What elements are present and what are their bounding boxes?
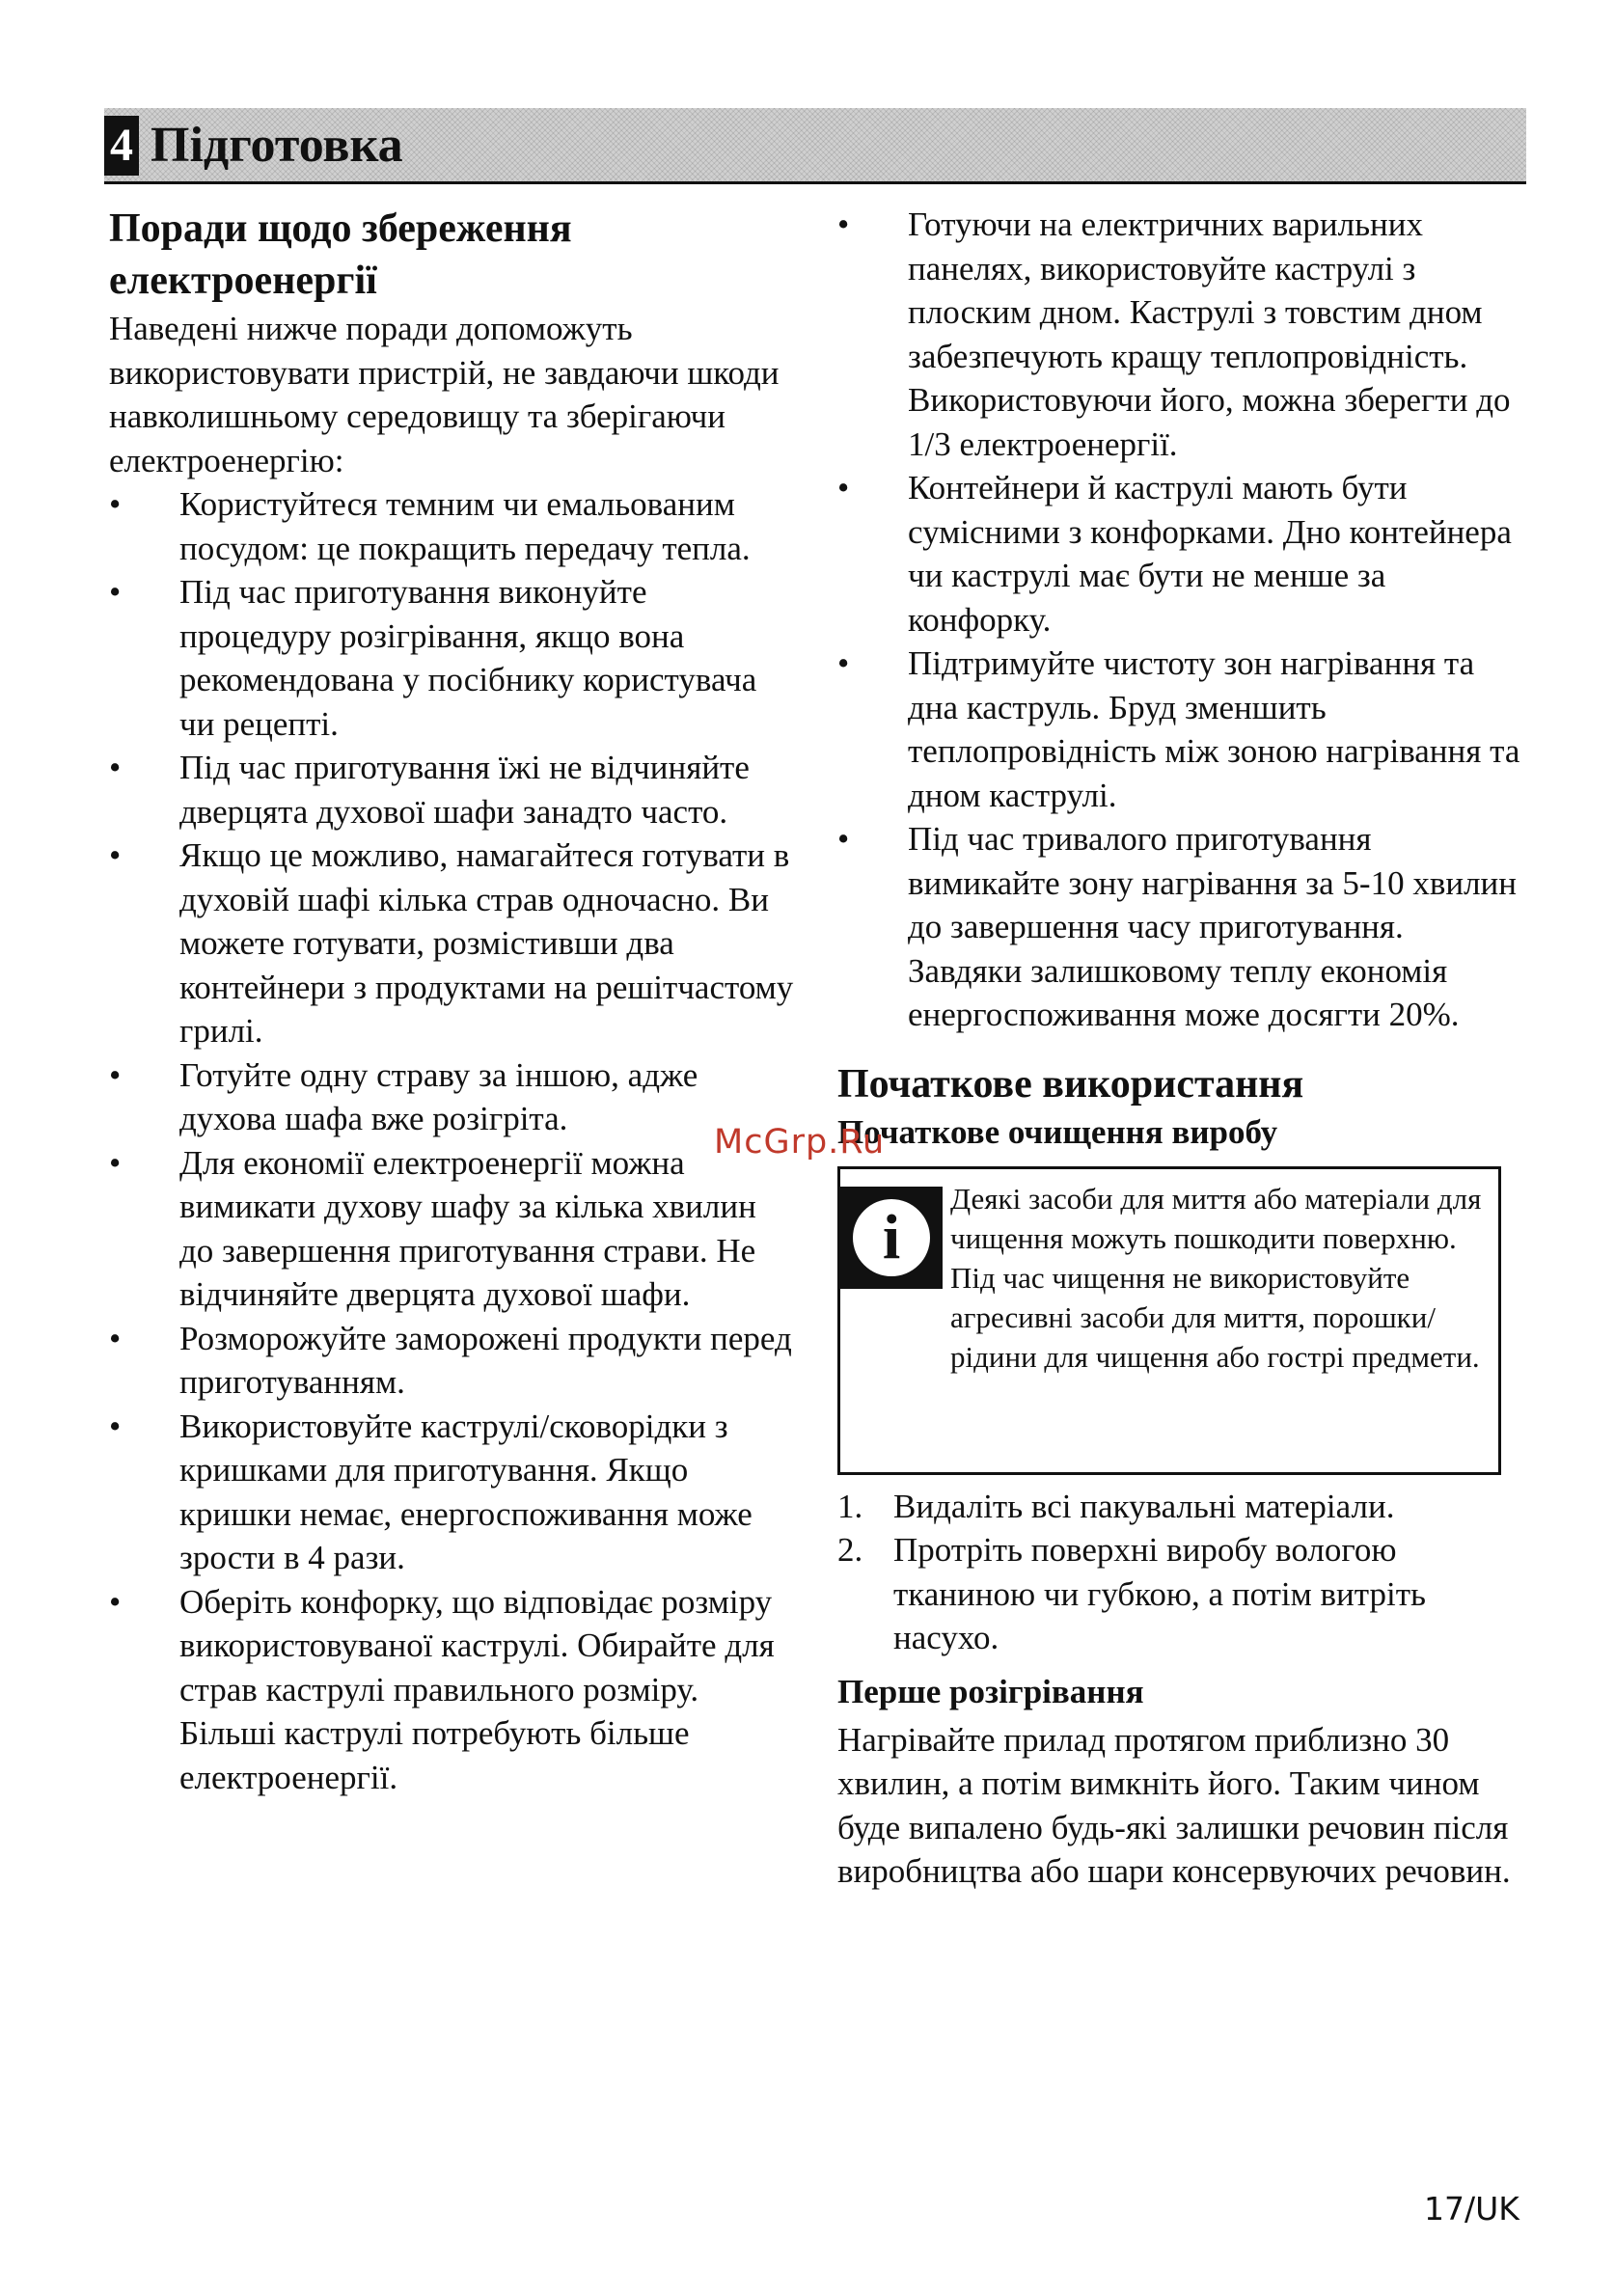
info-text	[950, 1179, 1491, 1377]
list-item: • Розморожуйте заморожені продукти перед приготуванням.	[109, 1317, 794, 1405]
watermark: McGrp.Ru	[714, 1123, 886, 1162]
list-item: • Готуйте одну страву за іншою, адже духова шафа вже розігріта.	[109, 1053, 794, 1141]
chapter-number: 4	[104, 116, 139, 176]
info-line-2: Під час чищення не використовуйте агресивні засоби для миття, порошки/рідини для чищення або гострі предмети.	[950, 1260, 1480, 1374]
info-icon-glyph: i	[853, 1199, 930, 1276]
list-item: • Під час тривалого приготування вимикайте зону нагрівання за 5-10 хвилин до завершення часу приготування. Завдяки залишковому теплу економія енергоспоживання може досягти 20%.	[837, 817, 1522, 1037]
energy-tips-list	[109, 482, 794, 1799]
chapter-header	[104, 108, 1526, 184]
info-line-1: Деякі засоби для миття або матеріали для чищення можуть пошкодити поверхню.	[950, 1181, 1482, 1255]
step-item	[837, 1485, 1522, 1529]
list-item: • Під час приготування їжі не відчиняйте дверцята духової шафи занадто часто.	[109, 746, 794, 834]
step-number: 2.	[837, 1531, 863, 1569]
first-preheat-heading: Перше розігрівання	[837, 1672, 1144, 1710]
info-icon	[840, 1187, 943, 1289]
first-use-heading: Початкове використання	[837, 1061, 1304, 1107]
list-item: • Використовуйте каструлі/сковорідки з кришками для приготування. Якщо кришки немає, енергоспоживання може зрости в 4 рази.	[109, 1405, 794, 1580]
chapter-title: Підготовка	[151, 118, 403, 173]
list-item: • Якщо це можливо, намагайтеся готувати в духовій шафі кілька страв одночасно. Ви можете готувати, розмістивши два контейнери з продуктами на решітчастому грилі.	[109, 834, 794, 1053]
list-item: • Під час приготування виконуйте процедуру розігрівання, якщо вона рекомендована у посібнику користувача чи рецепті.	[109, 570, 794, 746]
step-text: Протріть поверхні виробу вологою тканиною чи губкою, а потім витріть насухо.	[893, 1531, 1426, 1656]
left-column	[109, 203, 794, 1799]
list-item: • Для економії електроенергії можна вимикати духову шафу за кілька хвилин до завершення приготування страви. Не відчиняйте дверцята духової шафи.	[109, 1141, 794, 1317]
initial-cleaning-heading: Початкове очищення виробу	[837, 1112, 1278, 1151]
cleaning-steps	[837, 1485, 1522, 1660]
right-column	[837, 203, 1522, 1894]
energy-saving-heading: Поради щодо збереження електроенергії	[109, 206, 572, 303]
list-item: • Готуючи на електричних варильних панелях, використовуйте каструлі з плоским дном. Каструлі з товстим дном забезпечують кращу теплопровідність. Використовуючи його, можна зберегти до 1/3 електроенергії.	[837, 203, 1522, 466]
cookware-tips-list	[837, 203, 1522, 1037]
list-item: • Контейнери й каструлі мають бути сумісними з конфорками. Дно контейнера чи каструлі має бути не менше за конфорку.	[837, 466, 1522, 642]
first-preheat-text: Нагрівайте прилад протягом приблизно 30 хвилин, а потім вимкніть його. Таким чином буде випалено будь-які залишки речовин після виробництва або шари консервуючих речовин.	[837, 1720, 1511, 1890]
info-notice	[837, 1166, 1501, 1475]
list-item: • Оберіть конфорку, що відповідає розміру використовуваної каструлі. Обирайте для страв каструлі правильного розміру. Більші каструлі потребують більше електроенергії.	[109, 1580, 794, 1800]
list-item: • Користуйтеся темним чи емальованим посудом: це покращить передачу тепла.	[109, 482, 794, 570]
energy-saving-intro: Наведені нижче поради допоможуть використовувати пристрій, не завдаючи шкоди навколишньому середовищу та зберігаючи електроенергію:	[109, 310, 780, 479]
step-item	[837, 1528, 1522, 1660]
list-item: • Підтримуйте чистоту зон нагрівання та дна каструль. Бруд зменшить теплопровідність між зоною нагрівання та дном каструлі.	[837, 642, 1522, 817]
page-number: 17/UK	[1424, 2190, 1519, 2228]
step-text: Видаліть всі пакувальні матеріали.	[893, 1487, 1395, 1525]
step-number: 1.	[837, 1487, 863, 1525]
